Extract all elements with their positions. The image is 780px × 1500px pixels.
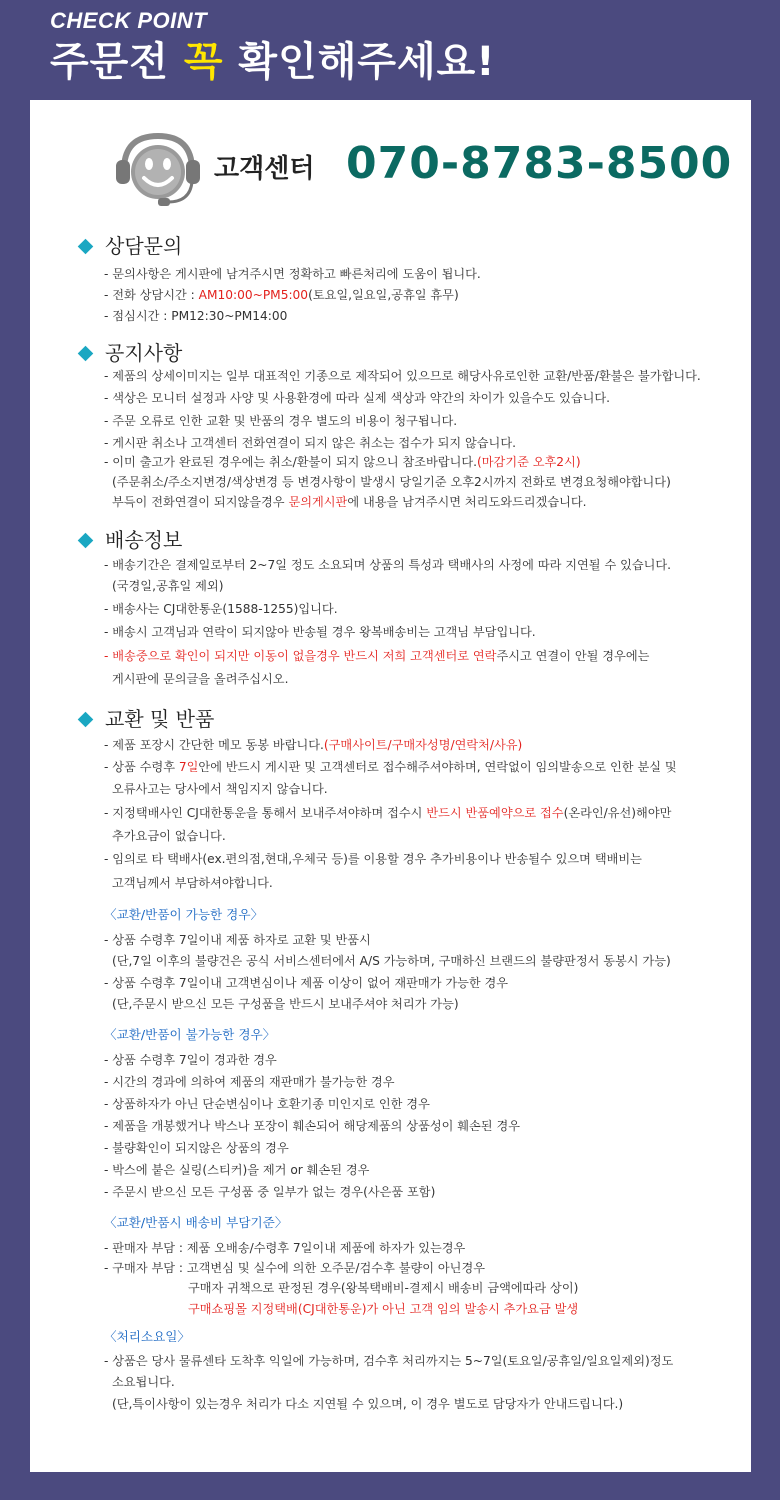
exchange-line-6: - 임의로 타 택배사(ex.편의점,현대,우체국 등)를 이용할 경우 추가비용이나 반송될수 있으며 택배비는: [104, 852, 642, 866]
notice-line-4: - 게시판 취소나 고객센터 전화연결이 되지 않은 취소는 접수가 되지 않습니다.: [104, 436, 516, 450]
shipping-line-1: - 배송기간은 결제일로부터 2~7일 정도 소요되며 상품의 특성과 택배사의 사정에 따라 지연될 수 있습니다.: [104, 558, 672, 572]
shipping-line-5: - 배송중으로 확인이 되지만 이동이 없을경우 반드시 저희 고객센터로 연락주시고 연결이 안될 경우에는: [104, 649, 650, 663]
notice-line-3: - 주문 오류로 인한 교환 및 반품의 경우 별도의 비용이 청구됩니다.: [104, 414, 458, 428]
impossible-line-3: - 상품하자가 아닌 단순변심이나 호환기종 미인지로 인한 경우: [104, 1097, 430, 1111]
title-highlight: 꼭: [183, 39, 224, 85]
diamond-bullet-icon: [78, 532, 94, 548]
exchange-line-2: - 상품 수령후 7일안에 반드시 게시판 및 고객센터로 접수해주셔야하며, 연락없이 임의발송으로 인한 분실 및: [104, 760, 677, 774]
exchange-line-7: 고객님께서 부담하셔야합니다.: [112, 876, 273, 890]
fee-line-3: 구매자 귀책으로 판정된 경우(왕복택배비-결제시 배송비 금액에따라 상이): [188, 1281, 579, 1295]
impossible-line-2: - 시간의 경과에 의하여 제품의 재판매가 불가능한 경우: [104, 1075, 395, 1089]
processing-line-2: 소요됩니다.: [112, 1375, 175, 1389]
exchange-line-3: 오류사고는 당사에서 책임지지 않습니다.: [112, 782, 328, 796]
section-notice-title: [78, 337, 182, 363]
shipping-line-2: (국경일,공휴일 제외): [112, 579, 224, 593]
exchange-line-4: - 지정택배사인 CJ대한통운을 통해서 보내주셔야하며 접수시 반드시 반품예약으로 접수(온라인/유선)해야만: [104, 806, 672, 820]
section-exchange-label: 교환 및 반품: [105, 707, 215, 731]
section-shipping-label: 배송정보: [105, 528, 183, 552]
customer-center: [110, 130, 733, 200]
inquiry-line-3: - 점심시간 : PM12:30~PM14:00: [104, 309, 288, 323]
section-inquiry-label: 상담문의: [105, 234, 183, 258]
fee-line-2: - 구매자 부담 : 고객변심 및 실수에 의한 오주문/검수후 불량이 아닌경우: [104, 1261, 485, 1275]
processing-line-3: (단,특이사항이 있는경우 처리가 다소 지연될 수 있으며, 이 경우 별도로 담당자가 안내드립니다.): [112, 1397, 624, 1411]
possible-cases-title: 〈교환/반품이 가능한 경우〉: [104, 907, 264, 922]
fee-line-1: - 판매자 부담 : 제품 오배송/수령후 7일이내 제품에 하자가 있는경우: [104, 1241, 466, 1255]
headset-support-icon: [110, 130, 206, 210]
inquiry-line-2: - 전화 상담시간 : AM10:00~PM5:00(토요일,일요일,공휴일 휴무): [104, 288, 459, 302]
diamond-bullet-icon: [78, 345, 94, 361]
possible-line-3: - 상품 수령후 7일이내 고객변심이나 제품 이상이 없어 재판매가 가능한 경우: [104, 976, 509, 990]
check-point-label: CHECK POINT: [50, 8, 208, 33]
shipping-line-3: - 배송사는 CJ대한통운(1588-1255)입니다.: [104, 602, 338, 616]
shipping-line-4: - 배송시 고객님과 연락이 되지않아 반송될 경우 왕복배송비는 고객님 부담입니다.: [104, 625, 536, 639]
customer-center-phone: 070-8783-8500: [346, 138, 733, 189]
diamond-bullet-icon: [78, 238, 94, 254]
impossible-line-7: - 주문시 받으신 모든 구성품 중 일부가 없는 경우(사은품 포함): [104, 1185, 436, 1199]
inquiry-line-1: - 문의사항은 게시판에 남겨주시면 정확하고 빠른처리에 도움이 됩니다.: [104, 267, 481, 281]
notice-panel: [30, 100, 751, 1472]
notice-line-1: - 제품의 상세이미지는 일부 대표적인 기종으로 제작되어 있으므로 해당사유로인한 교환/반품/환불은 불가합니다.: [104, 369, 701, 383]
customer-center-label: 고객센터: [214, 154, 315, 184]
exchange-line-5: 추가요금이 없습니다.: [112, 829, 226, 843]
section-inquiry-title: [78, 230, 182, 256]
processing-line-1: - 상품은 당사 물류센타 도착후 익일에 가능하며, 검수후 처리까지는 5~7일(토요일/공휴일/일요일제외)정도: [104, 1354, 674, 1368]
page-title: [50, 30, 496, 87]
possible-line-4: (단,주문시 받으신 모든 구성품을 반드시 보내주셔야 처리가 가능): [112, 997, 459, 1011]
section-exchange-title: [78, 703, 214, 729]
notice-line-7: 부득이 전화연결이 되지않을경우 문의게시판에 내용을 남겨주시면 처리도와드리겠습니다.: [112, 495, 587, 509]
notice-line-5: - 이미 출고가 완료된 경우에는 취소/환불이 되지 않으니 참조바랍니다.(마감기준 오후2시): [104, 455, 581, 469]
impossible-line-4: - 제품을 개봉했거나 박스나 포장이 훼손되어 해당제품의 상품성이 훼손된 경우: [104, 1119, 521, 1133]
title-post: 확인해주세요!: [223, 39, 496, 85]
impossible-line-1: - 상품 수령후 7일이 경과한 경우: [104, 1053, 277, 1067]
section-notice-label: 공지사항: [105, 341, 183, 365]
impossible-cases-title: 〈교환/반품이 불가능한 경우〉: [104, 1027, 276, 1042]
possible-line-2: (단,7일 이후의 불량건은 공식 서비스센터에서 A/S 가능하며, 구매하신 브랜드의 불량판정서 동봉시 가능): [112, 954, 671, 968]
section-shipping-title: [78, 524, 182, 550]
fee-line-4: 구매쇼핑몰 지정택배(CJ대한통운)가 아닌 고객 임의 발송시 추가요금 발생: [188, 1302, 579, 1316]
possible-line-1: - 상품 수령후 7일이내 제품 하자로 교환 및 반품시: [104, 933, 371, 947]
title-pre: 주문전: [50, 39, 184, 85]
shipping-line-6: 게시판에 문의글을 올려주십시오.: [112, 672, 289, 686]
processing-time-title: 〈처리소요일〉: [104, 1329, 191, 1344]
diamond-bullet-icon: [78, 711, 94, 727]
impossible-line-5: - 불량확인이 되지않은 상품의 경우: [104, 1141, 289, 1155]
notice-line-6: (주문취소/주소지변경/색상변경 등 변경사항이 발생시 당일기준 오후2시까지 전화로 변경요청해야합니다): [112, 475, 671, 489]
exchange-line-1: - 제품 포장시 간단한 메모 동봉 바랍니다.(구매사이트/구매자성명/연락처/사유): [104, 738, 523, 752]
shipping-fee-title: 〈교환/반품시 배송비 부담기준〉: [104, 1215, 288, 1230]
notice-line-2: - 색상은 모니터 설정과 사양 및 사용환경에 따라 실제 색상과 약간의 차이가 있을수도 있습니다.: [104, 391, 611, 405]
impossible-line-6: - 박스에 붙은 실링(스티커)을 제거 or 훼손된 경우: [104, 1163, 370, 1177]
